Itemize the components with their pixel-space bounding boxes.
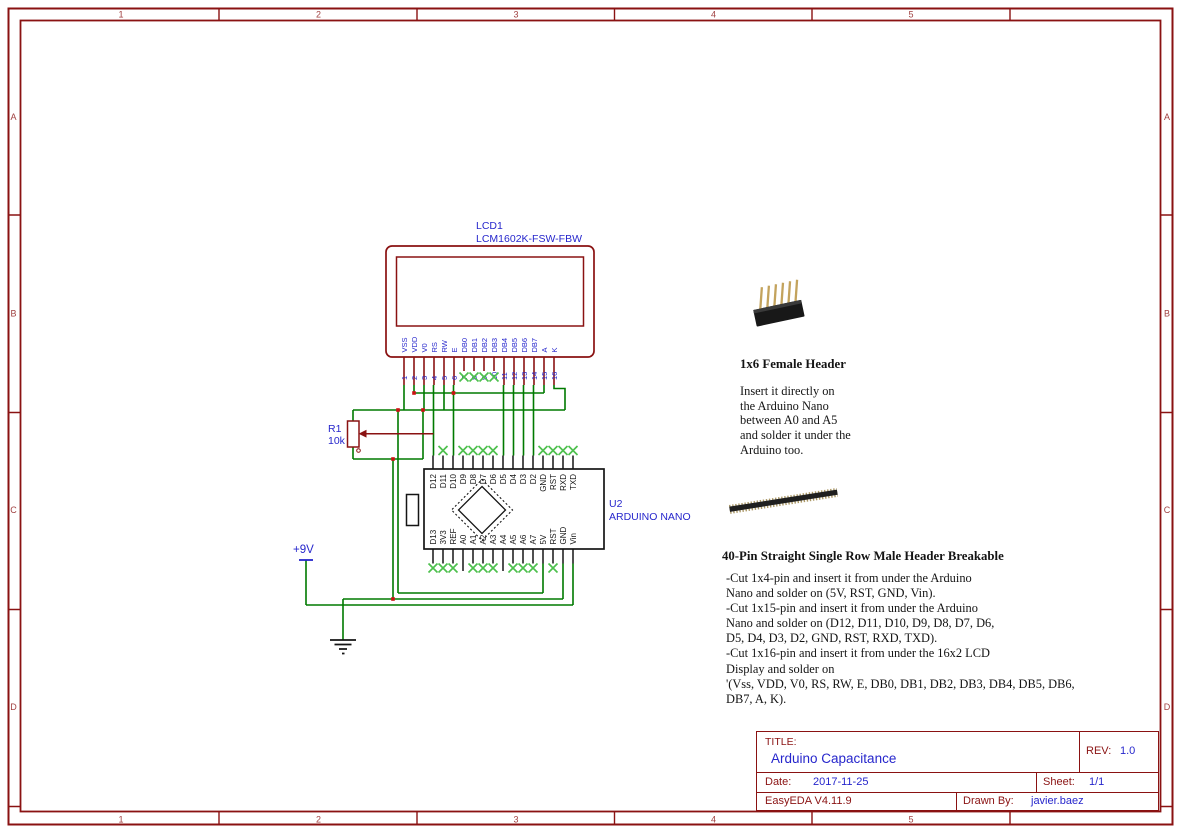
nano-top-pin-name: D5 — [498, 474, 508, 485]
male-header-note-body — [726, 571, 1075, 707]
nano-top-pin-name: D4 — [508, 474, 518, 485]
frame-col-label: 2 — [315, 9, 322, 20]
lcd-pin-number: 14 — [529, 371, 539, 380]
frame-col-label: 1 — [118, 814, 124, 825]
title-block-rev-cell — [1079, 732, 1158, 772]
note-line: Nano and solder on (D12, D11, D10, D9, D8, D7, D6, — [726, 616, 995, 631]
lcd-pin-name: DB4 — [499, 337, 509, 353]
wire-segments[interactable] — [306, 385, 573, 640]
no-connect-x-icon — [449, 564, 458, 573]
no-connect-x-icon — [469, 564, 478, 573]
nano-top-pin-name: D7 — [478, 474, 488, 485]
lcd-pin-number: 16 — [549, 371, 559, 380]
nano-top-pin-name: D10 — [448, 474, 458, 489]
ground-symbol[interactable] — [330, 640, 356, 654]
nano-bottom-pin-name: A2 — [478, 534, 488, 545]
nano-top-pin-name: RXD — [558, 474, 568, 491]
drawn-by-label: Drawn By: — [963, 795, 1014, 807]
nano-bottom-pin-name: A7 — [528, 534, 538, 545]
lcd-pin-number: 8 — [469, 375, 479, 380]
note-line: Insert it directly on — [740, 384, 835, 398]
lcd-pin-number: 11 — [499, 372, 509, 380]
tool-version: EasyEDA V4.11.9 — [765, 795, 852, 807]
lcd-pin-name: DB6 — [519, 337, 529, 353]
nano-bottom-pin-name: 3V3 — [438, 530, 448, 545]
nano-part-label[interactable]: ARDUINO NANO — [609, 510, 691, 523]
lcd-ref-label[interactable]: LCD1 — [476, 220, 503, 232]
nano-bottom-pin-name: A0 — [458, 534, 468, 545]
nano-bottom-pin-name: D13 — [428, 529, 438, 545]
lcd-pin-number: 5 — [439, 375, 449, 380]
lcd-pin-number: 10 — [489, 371, 499, 380]
lcd-pin-name: E — [449, 347, 459, 353]
nano-top-pin-name: D6 — [488, 474, 498, 485]
lcd-pin-name: K — [549, 347, 559, 353]
lcd-pin-number: 1 — [399, 375, 409, 380]
drawn-by-value[interactable]: javier.baez — [1031, 795, 1084, 807]
nano-bottom-pin-name: RST — [548, 528, 558, 545]
no-connect-x-icon — [479, 564, 488, 573]
r1-value-label[interactable]: 10k — [328, 435, 345, 447]
nano-bottom-pin-name: A5 — [508, 534, 518, 545]
lcd-pin-name: DB3 — [489, 337, 499, 353]
no-connect-x-icon — [509, 564, 518, 573]
nano-ref-label[interactable]: U2 — [609, 498, 623, 510]
no-connect-x-icon — [479, 446, 488, 455]
no-connect-x-icon — [569, 446, 578, 455]
no-connect-x-icon — [489, 564, 498, 573]
no-connect-x-icon — [469, 446, 478, 455]
title-block — [756, 731, 1159, 811]
nano-top-pin-name: D12 — [428, 474, 438, 489]
frame-row-label: C — [1163, 505, 1171, 515]
lcd-pin-name: DB1 — [469, 337, 479, 353]
lcd-pin-number: 3 — [419, 375, 429, 380]
lcd-pin-name: A — [539, 347, 549, 353]
lcd-display-area — [397, 257, 584, 326]
lcd-pin-name: VDD — [409, 336, 419, 353]
nano-top-pin-name: RST — [548, 474, 558, 490]
title-block-sheet-cell — [1036, 772, 1158, 792]
frame-row-label: A — [1163, 112, 1171, 122]
nano-bottom-pin-name: A4 — [498, 534, 508, 545]
nano-bottom-pin-name: A6 — [518, 534, 528, 545]
no-connect-x-icon — [459, 446, 468, 455]
lcd-pin-name: VSS — [399, 337, 409, 353]
lcd-pin-number: 15 — [539, 371, 549, 380]
no-connect-x-icon — [519, 564, 528, 573]
lcd-part-label[interactable]: LCM1602K-FSW-FBW — [476, 232, 582, 245]
no-connect-x-icon — [429, 564, 438, 573]
lcd-pin-name: DB5 — [509, 337, 519, 353]
note-line: Display and solder on — [726, 661, 835, 676]
nano-chip-body — [459, 487, 506, 534]
lcd-pin-name: DB2 — [479, 337, 489, 353]
title-block-drawnby-cell — [956, 792, 1158, 810]
frame-col-label: 5 — [908, 9, 914, 20]
no-connect-x-icon — [549, 564, 558, 573]
rev-value[interactable]: 1.0 — [1120, 745, 1136, 757]
frame-col-label: 4 — [710, 814, 717, 825]
no-connect-x-icon — [529, 564, 538, 573]
nano-top-pin-name: D11 — [438, 474, 448, 489]
date-value[interactable]: 2017-11-25 — [813, 776, 869, 788]
frame-col-label: 1 — [118, 9, 124, 20]
lcd-pin-number: 12 — [509, 371, 519, 380]
no-connect-x-icon — [489, 446, 498, 455]
lcd-pin-number: 6 — [449, 375, 459, 380]
no-connect-x-icon — [549, 446, 558, 455]
note-line: the Arduino Nano — [740, 398, 829, 413]
frame-row-label: C — [10, 505, 17, 515]
female-header-note-title: 1x6 Female Header — [740, 357, 846, 371]
nano-usb-connector — [407, 495, 419, 526]
note-line: and solder it under the — [740, 428, 851, 443]
lcd-pin-name: RW — [439, 340, 449, 353]
frame-row-label: D — [1163, 702, 1171, 712]
note-line: Arduino too. — [740, 442, 804, 457]
note-line: -Cut 1x16-pin and insert it from under the 16x2 LCD — [726, 646, 990, 661]
lcd-pin-name: RS — [429, 342, 439, 353]
note-line: between A0 and A5 — [740, 413, 838, 428]
note-line: '(Vss, VDD, V0, RS, RW, E, DB0, DB1, DB2, DB3, DB4, DB5, DB6, — [726, 676, 1075, 691]
nano-top-pin-name: D9 — [458, 474, 468, 485]
frame-col-label: 5 — [908, 814, 914, 825]
nano-bottom-pin-name: A3 — [488, 534, 498, 545]
date-label: Date: — [765, 776, 792, 788]
sheet-label: Sheet: — [1043, 776, 1075, 788]
sheet-value[interactable]: 1/1 — [1089, 776, 1105, 788]
frame-col-label: 3 — [513, 814, 519, 825]
lcd-pin-number: 13 — [519, 371, 529, 380]
frame-row-label: A — [10, 112, 17, 122]
no-connect-x-icon — [559, 446, 568, 455]
male-header-note-title: 40-Pin Straight Single Row Male Header Breakable — [722, 549, 1004, 563]
no-connect-x-icon — [439, 564, 448, 573]
lcd-pin-number: 2 — [409, 375, 419, 380]
note-line: DB7, A, K). — [726, 691, 787, 706]
frame-row-label: B — [10, 308, 17, 319]
no-connect-x-icon — [539, 446, 548, 455]
frame-row-label: D — [10, 702, 17, 712]
r1-ref-label[interactable]: R1 — [328, 423, 342, 435]
lcd-pin-number: 4 — [429, 375, 439, 380]
wires[interactable] — [306, 385, 573, 640]
frame-col-label: 4 — [710, 9, 717, 20]
schematic-title[interactable]: Arduino Capacitance — [771, 751, 897, 766]
nano-bottom-pin-name: A1 — [468, 534, 478, 545]
nano-bottom-pin-name: GND — [558, 526, 568, 545]
nano-bottom-pin-name: REF — [448, 528, 458, 545]
female-header-note-body — [740, 384, 851, 457]
note-line: -Cut 1x4-pin and insert it from under the Arduino — [726, 571, 972, 585]
frame-col-label: 3 — [513, 9, 519, 20]
note-line: -Cut 1x15-pin and insert it from under the Arduino — [726, 601, 978, 616]
title-label: TITLE: — [765, 736, 797, 748]
male-header-photo — [729, 490, 837, 512]
nano-top-pin-name: TXD — [568, 474, 578, 490]
note-line: D5, D4, D3, D2, GND, RST, RXD, TXD). — [726, 631, 938, 646]
lcd-pin-name: V0 — [419, 343, 429, 353]
lcd-pin-name: DB7 — [529, 337, 539, 353]
lcd-pin-number: 7 — [459, 375, 469, 380]
note-line: Nano and solder on (5V, RST, GND, Vin). — [726, 586, 936, 601]
nano-top-pin-name: D3 — [518, 474, 528, 485]
pot-marker — [357, 449, 361, 453]
supply-9v-label[interactable]: +9V — [293, 543, 314, 556]
potentiometer-symbol[interactable] — [348, 421, 434, 452]
nano-top-pin-name: D8 — [468, 474, 478, 485]
nano-bottom-pin-name: 5V — [538, 534, 548, 545]
lcd-pin-number: 9 — [479, 375, 489, 380]
frame-col-label: 2 — [315, 814, 322, 825]
frame-row-label: B — [1163, 308, 1171, 319]
no-connect-x-icon — [439, 446, 448, 455]
nano-bottom-pin-name: Vin — [568, 533, 578, 545]
nano-top-pin-name: D2 — [528, 474, 538, 485]
lcd-pin-name: DB0 — [459, 337, 469, 353]
female-header-photo — [749, 280, 805, 327]
rev-label: REV: — [1086, 745, 1112, 757]
nano-top-pin-name: GND — [538, 474, 548, 492]
